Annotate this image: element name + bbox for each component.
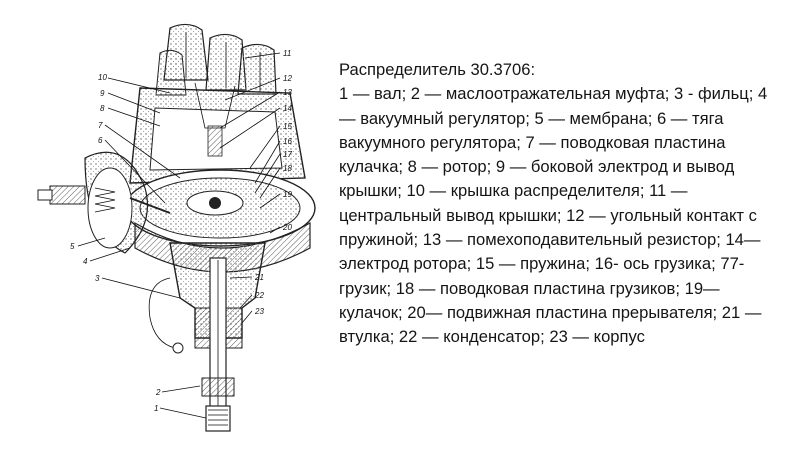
callout-22: 22 <box>255 291 264 300</box>
caption-title: Распределитель 30.3706: <box>339 60 536 79</box>
callout-12: 12 <box>283 74 292 83</box>
callout-19: 19 <box>283 190 292 199</box>
callout-23: 23 <box>255 307 264 316</box>
distributor-cap <box>130 83 305 183</box>
callout-4: 4 <box>83 257 88 266</box>
callout-16: 16 <box>283 137 292 146</box>
callout-21: 21 <box>255 273 264 282</box>
distributor-cutaway-drawing <box>20 8 320 443</box>
callout-3: 3 <box>95 274 100 283</box>
callout-5: 5 <box>70 242 75 251</box>
caption-body: 1 — вал; 2 — маслоотражательная муфта; 3 - фильц; 4 — вакуумный регулятор; 5 — мембрана; 6 — тяга вакуумного регулятора; 7 — поводковая пластина кулачка; 8 — ротор; 9 — боковой электрод и вывод крышки; 10 — крышка распределителя; 11 — центральный вывод крышки; 12 — угольный контакт с пружиной; 13 — помехоподавительный резистор; 14— электрод ротора; 15 — пружина; 16- ось грузика; 77- грузик; 18 — поводковая пластина грузиков; 19— кулачок; 20— подвижная пластина прерывателя; 21 — втулка; 22 — конденсатор; 23 — корпус <box>339 84 768 347</box>
callout-13: 13 <box>283 88 292 97</box>
callout-15: 15 <box>283 122 292 131</box>
cap-towers <box>156 24 276 95</box>
callout-2: 2 <box>156 388 161 397</box>
callout-7: 7 <box>98 121 103 130</box>
housing-and-shaft <box>149 243 265 431</box>
callout-1: 1 <box>154 404 159 413</box>
callout-17: 17 <box>283 150 292 159</box>
callout-8: 8 <box>100 104 105 113</box>
callout-9: 9 <box>100 89 105 98</box>
callout-10: 10 <box>98 73 107 82</box>
callout-6: 6 <box>98 136 103 145</box>
legend-caption <box>339 58 784 350</box>
callout-18: 18 <box>283 164 292 173</box>
callout-14: 14 <box>283 104 292 113</box>
callout-20: 20 <box>283 223 292 232</box>
callout-11: 11 <box>283 49 292 58</box>
